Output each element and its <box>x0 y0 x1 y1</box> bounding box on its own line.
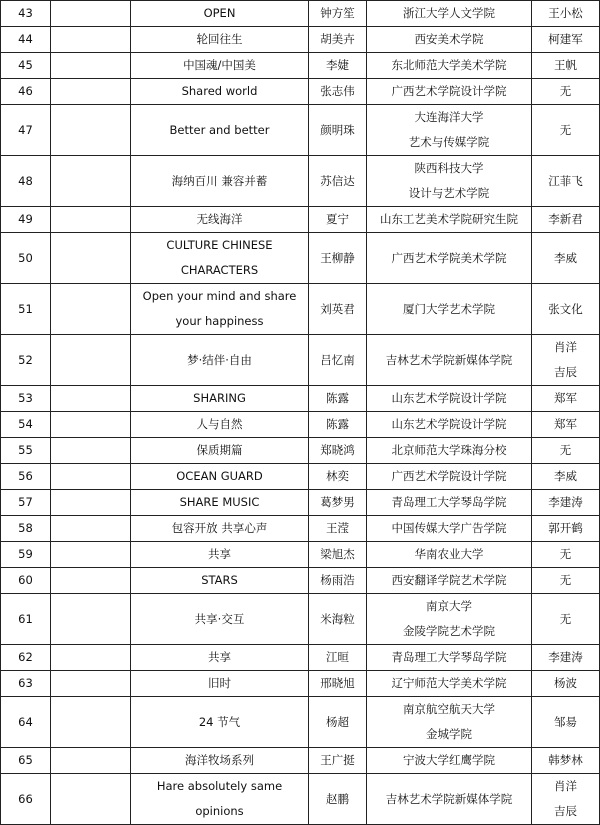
work-title: 共享 <box>131 542 309 568</box>
school-name: 青岛理工大学琴岛学院 <box>367 490 532 516</box>
row-number: 54 <box>1 412 51 438</box>
table-row <box>1 671 600 697</box>
advisor-name: 杨波 <box>532 671 600 697</box>
table-row <box>1 27 600 53</box>
advisor-name: 柯建军 <box>532 27 600 53</box>
advisor-name: 王小松 <box>532 1 600 27</box>
advisor-name: 无 <box>532 438 600 464</box>
table-body <box>1 1 600 825</box>
advisor-name: 李威 <box>532 464 600 490</box>
table-row <box>1 490 600 516</box>
author-name: 胡美卉 <box>309 27 367 53</box>
table-row <box>1 438 600 464</box>
author-name: 葛梦男 <box>309 490 367 516</box>
advisor-name: 郑军 <box>532 412 600 438</box>
author-name: 刘英君 <box>309 284 367 335</box>
blank-cell <box>51 542 131 568</box>
table-row <box>1 748 600 774</box>
blank-cell <box>51 79 131 105</box>
work-title: 无线海洋 <box>131 207 309 233</box>
blank-cell <box>51 645 131 671</box>
school-name: 山东艺术学院设计学院 <box>367 386 532 412</box>
row-number: 47 <box>1 105 51 156</box>
work-title: 共享·交互 <box>131 594 309 645</box>
school-name: 中国传媒大学广告学院 <box>367 516 532 542</box>
table-row <box>1 774 600 825</box>
row-number: 63 <box>1 671 51 697</box>
table-row <box>1 412 600 438</box>
row-number: 65 <box>1 748 51 774</box>
school-name: 南京大学 金陵学院艺术学院 <box>367 594 532 645</box>
advisor-name: 郑军 <box>532 386 600 412</box>
work-title: OCEAN GUARD <box>131 464 309 490</box>
work-title: 中国魂/中国美 <box>131 53 309 79</box>
advisor-name: 李新君 <box>532 207 600 233</box>
work-title: OPEN <box>131 1 309 27</box>
author-name: 郑晓鸿 <box>309 438 367 464</box>
school-name: 吉林艺术学院新媒体学院 <box>367 774 532 825</box>
author-name: 王柳静 <box>309 233 367 284</box>
work-title: 梦·结伴·自由 <box>131 335 309 386</box>
advisor-name: 郭开鹤 <box>532 516 600 542</box>
school-name: 广西艺术学院设计学院 <box>367 464 532 490</box>
work-title: 保质期篇 <box>131 438 309 464</box>
table-row <box>1 53 600 79</box>
row-number: 50 <box>1 233 51 284</box>
advisor-name: 肖洋 吉辰 <box>532 774 600 825</box>
work-title: Shared world <box>131 79 309 105</box>
table-row <box>1 233 600 284</box>
blank-cell <box>51 53 131 79</box>
row-number: 62 <box>1 645 51 671</box>
blank-cell <box>51 335 131 386</box>
author-name: 杨雨浩 <box>309 568 367 594</box>
advisor-name: 邹昜 <box>532 697 600 748</box>
school-name: 广西艺术学院美术学院 <box>367 233 532 284</box>
work-title: STARS <box>131 568 309 594</box>
table-row <box>1 79 600 105</box>
school-name: 吉林艺术学院新媒体学院 <box>367 335 532 386</box>
work-title: SHARE MUSIC <box>131 490 309 516</box>
blank-cell <box>51 568 131 594</box>
school-name: 山东工艺美术学院研究生院 <box>367 207 532 233</box>
row-number: 59 <box>1 542 51 568</box>
advisor-name: 无 <box>532 105 600 156</box>
blank-cell <box>51 207 131 233</box>
work-title: Open your mind and share your happiness <box>131 284 309 335</box>
work-title: 轮回往生 <box>131 27 309 53</box>
row-number: 48 <box>1 156 51 207</box>
advisor-name: 无 <box>532 79 600 105</box>
author-name: 苏信达 <box>309 156 367 207</box>
table-row <box>1 284 600 335</box>
advisor-name: 李建涛 <box>532 490 600 516</box>
table-row <box>1 105 600 156</box>
blank-cell <box>51 386 131 412</box>
advisor-name: 无 <box>532 594 600 645</box>
author-name: 张志伟 <box>309 79 367 105</box>
row-number: 51 <box>1 284 51 335</box>
blank-cell <box>51 27 131 53</box>
work-title: 海洋牧场系列 <box>131 748 309 774</box>
author-name: 邢晓旭 <box>309 671 367 697</box>
table-row <box>1 542 600 568</box>
school-name: 西安翻译学院艺术学院 <box>367 568 532 594</box>
table-row <box>1 156 600 207</box>
author-name: 陈露 <box>309 412 367 438</box>
row-number: 45 <box>1 53 51 79</box>
school-name: 大连海洋大学 艺术与传媒学院 <box>367 105 532 156</box>
work-title: 包容开放 共享心声 <box>131 516 309 542</box>
author-name: 赵鹏 <box>309 774 367 825</box>
blank-cell <box>51 233 131 284</box>
table-row <box>1 464 600 490</box>
table-row <box>1 594 600 645</box>
blank-cell <box>51 748 131 774</box>
school-name: 华南农业大学 <box>367 542 532 568</box>
row-number: 55 <box>1 438 51 464</box>
table-row <box>1 207 600 233</box>
table-row <box>1 568 600 594</box>
author-name: 王广挺 <box>309 748 367 774</box>
row-number: 61 <box>1 594 51 645</box>
school-name: 陕西科技大学 设计与艺术学院 <box>367 156 532 207</box>
table-row <box>1 516 600 542</box>
advisor-name: 张文化 <box>532 284 600 335</box>
work-title: SHARING <box>131 386 309 412</box>
school-name: 广西艺术学院设计学院 <box>367 79 532 105</box>
work-title: Better and better <box>131 105 309 156</box>
blank-cell <box>51 412 131 438</box>
school-name: 厦门大学艺术学院 <box>367 284 532 335</box>
school-name: 东北师范大学美术学院 <box>367 53 532 79</box>
advisor-name: 李威 <box>532 233 600 284</box>
work-title: Hare absolutely same opinions <box>131 774 309 825</box>
row-number: 60 <box>1 568 51 594</box>
row-number: 57 <box>1 490 51 516</box>
blank-cell <box>51 774 131 825</box>
blank-cell <box>51 594 131 645</box>
author-name: 吕忆南 <box>309 335 367 386</box>
row-number: 64 <box>1 697 51 748</box>
work-title: 海纳百川 兼容并蓄 <box>131 156 309 207</box>
work-title: 人与自然 <box>131 412 309 438</box>
row-number: 44 <box>1 27 51 53</box>
school-name: 山东艺术学院设计学院 <box>367 412 532 438</box>
row-number: 52 <box>1 335 51 386</box>
author-name: 杨超 <box>309 697 367 748</box>
blank-cell <box>51 438 131 464</box>
school-name: 辽宁师范大学美术学院 <box>367 671 532 697</box>
advisor-name: 无 <box>532 568 600 594</box>
school-name: 青岛理工大学琴岛学院 <box>367 645 532 671</box>
work-title: 共享 <box>131 645 309 671</box>
blank-cell <box>51 156 131 207</box>
school-name: 浙江大学人文学院 <box>367 1 532 27</box>
row-number: 49 <box>1 207 51 233</box>
author-name: 米海粒 <box>309 594 367 645</box>
author-name: 李婕 <box>309 53 367 79</box>
author-name: 陈露 <box>309 386 367 412</box>
row-number: 43 <box>1 1 51 27</box>
row-number: 56 <box>1 464 51 490</box>
work-title: CULTURE CHINESE CHARACTERS <box>131 233 309 284</box>
row-number: 46 <box>1 79 51 105</box>
advisor-name: 无 <box>532 542 600 568</box>
work-title: 24 节气 <box>131 697 309 748</box>
table-row <box>1 335 600 386</box>
author-name: 夏宁 <box>309 207 367 233</box>
blank-cell <box>51 490 131 516</box>
advisor-name: 江菲飞 <box>532 156 600 207</box>
school-name: 北京师范大学珠海分校 <box>367 438 532 464</box>
blank-cell <box>51 464 131 490</box>
row-number: 53 <box>1 386 51 412</box>
row-number: 58 <box>1 516 51 542</box>
author-name: 梁旭杰 <box>309 542 367 568</box>
table-row <box>1 697 600 748</box>
row-number: 66 <box>1 774 51 825</box>
school-name: 宁波大学红鹰学院 <box>367 748 532 774</box>
author-name: 林奕 <box>309 464 367 490</box>
blank-cell <box>51 516 131 542</box>
blank-cell <box>51 105 131 156</box>
author-name: 江晅 <box>309 645 367 671</box>
blank-cell <box>51 671 131 697</box>
table-row <box>1 1 600 27</box>
advisor-name: 韩梦林 <box>532 748 600 774</box>
advisor-name: 肖洋 吉辰 <box>532 335 600 386</box>
advisor-name: 李建涛 <box>532 645 600 671</box>
table-row <box>1 386 600 412</box>
school-name: 西安美术学院 <box>367 27 532 53</box>
blank-cell <box>51 284 131 335</box>
author-name: 王滢 <box>309 516 367 542</box>
school-name: 南京航空航天大学 金城学院 <box>367 697 532 748</box>
table-row <box>1 645 600 671</box>
work-title: 旧时 <box>131 671 309 697</box>
author-name: 钟方笙 <box>309 1 367 27</box>
blank-cell <box>51 697 131 748</box>
author-name: 颜明珠 <box>309 105 367 156</box>
advisor-name: 王帆 <box>532 53 600 79</box>
blank-cell <box>51 1 131 27</box>
